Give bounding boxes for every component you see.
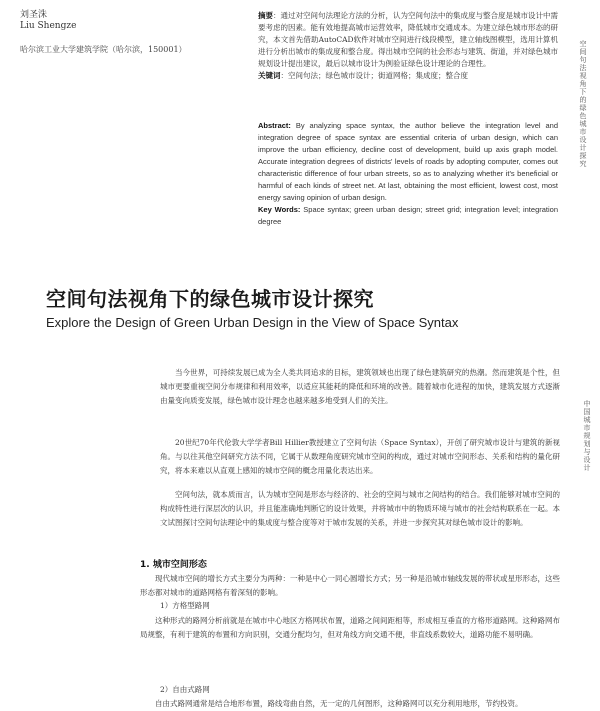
body-paragraph-1: 当今世界，可持续发展已成为全人类共同追求的目标，建筑领域也出现了绿色建筑研究的热潮。然而建筑是个性，但城市更要重视空间分布规律和利用效率，以适应其能耗的降低和环境的改善。随着城市化进程的加快，建筑发展方式逐渐由量变向质变发展，绿色城市设计理念也越来越多地受到人们的关注。: [160, 368, 560, 405]
keywords-en-text: Space syntax; green urban design; street grid; integration level; integration degree: [258, 205, 558, 226]
abstract-en-text: By analyzing space syntax, the author believe the integration level and integration degree of space syntax are essential criteria of urban design, which can improve the urban efficiency, decline cost of development, build up axis graph model. Accurate integration degrees of districts' levels of roads by adopting computer, comes out characteristic difference of four urban streets, so as to analyzing whether it's beneficial or harmful of each kinds of street net. At last, obtaining the most efficient, lowest cost, most energy saving opinion of urban design.: [258, 121, 558, 202]
article-title-en: Explore the Design of Green Urban Design in the View of Space Syntax: [46, 315, 459, 330]
author-name-cn: 刘圣洙: [20, 10, 48, 20]
keywords-en-label: Key Words:: [258, 205, 301, 214]
abstract-en: [258, 120, 558, 228]
author-affiliation: 哈尔滨工业大学建筑学院（哈尔滨，150001）: [20, 45, 187, 54]
keywords-cn-text: 空间句法；绿色城市设计；街道网格；集成度；整合度: [288, 71, 468, 80]
subsection-heading-1: 1）方格型路网: [160, 601, 210, 610]
subsection-heading-2: 2）自由式路网: [160, 685, 210, 694]
abstract-cn-label: 摘要: [258, 11, 273, 20]
abstract-cn: 摘要：通过对空间句法理论方法的分析，认为空间句法中的集成度与整合度是城市设计中需要考虑的因素。能有效地提高城市运营效率，降低城市交通成本。为建立绿色城市形态的研究，本文首先借助AutoCAD软件对城市空间进行线段模型，建立轴线图模型，选用计算机进行分析出城市的集成度和整合度。得出城市空间的社会形态与建筑、街道，并对绿色城市规划设计提出建议，最后以城市设计为例验证绿色设计理论的合理性。 关键词：空间句法；绿色城市设计；街道网格；集成度；整合度: [258, 11, 558, 80]
author-block: [20, 10, 76, 32]
author-name-en: Liu Shengze: [20, 21, 77, 31]
article-title-cn: 空间句法视角下的绿色城市设计探究: [46, 287, 374, 311]
body-paragraph-2: 20世纪70年代伦敦大学学者Bill Hillier教授建立了空间句法（Space Syntax），开创了研究城市设计与建筑的新视角。与以往其他空间研究方法不同，它属于从数理角度研究城市空间的构成，通过对城市空间形态、关系和结构的量化研究，将本来难以从直观上感知的城市空间的概念用量化表达出来。: [160, 438, 560, 475]
body-paragraph-3: 空间句法，就本质而言，认为城市空间是形态与经济的、社会的空间与城市之间结构的结合。我们能够对城市空间的构成特性进行深层次的认识，并且能准确地判断它的设计效果，并将城市中的物质环境与城市的社会结构联系在一起。本文试图探讨空间句法理论中的集成度与整合度等对于城市发展的关系，并进一步探究其对绿色城市设计的影响。: [160, 490, 560, 527]
abstract-en-label: Abstract:: [258, 121, 291, 130]
keywords-cn-label: 关键词: [258, 71, 281, 80]
body-paragraph-6: 自由式路网通常是结合地形布置，路线弯曲自然，无一定的几何图形，这种路网可以充分利用地形，节约投资。: [155, 699, 523, 708]
side-label-middle: 中国城市规划与设计: [583, 400, 591, 472]
body-paragraph-4: 现代城市空间的增长方式主要分为两种：一种是中心一同心圆增长方式；另一种是沿城市轴线发展的带状或星形形态，这些形态都对城市的道路网格有着深刻的影响。: [140, 574, 560, 597]
body-paragraph-5: 这种形式的路网分析前就是在城市中心地区方格网状布置，道路之间间距相等，形成相互垂直的方格形道路网。这种路网布局规整，有利于建筑的布置和方向识别，交通分配均匀，但对角线方向交通不便，非直线系数较大，道路功能不易明确。: [140, 616, 560, 639]
side-label-top: 空间句法视角下的绿色城市设计探究: [579, 40, 587, 168]
section-heading-1: 1. 城市空间形态: [140, 560, 207, 570]
abstract-cn-text: 通过对空间句法理论方法的分析，认为空间句法中的集成度与整合度是城市设计中需要考虑的因素。能有效地提高城市运营效率，降低城市交通成本。为建立绿色城市形态的研究，本文首先借助AutoCAD软件对城市空间进行线段模型，建立轴线图模型，选用计算机进行分析出城市的集成度和整合度。得出城市空间的社会形态与建筑、街道，并对绿色城市规划设计提出建议，最后以城市设计为例验证绿色设计理论的合理性。: [258, 11, 558, 68]
